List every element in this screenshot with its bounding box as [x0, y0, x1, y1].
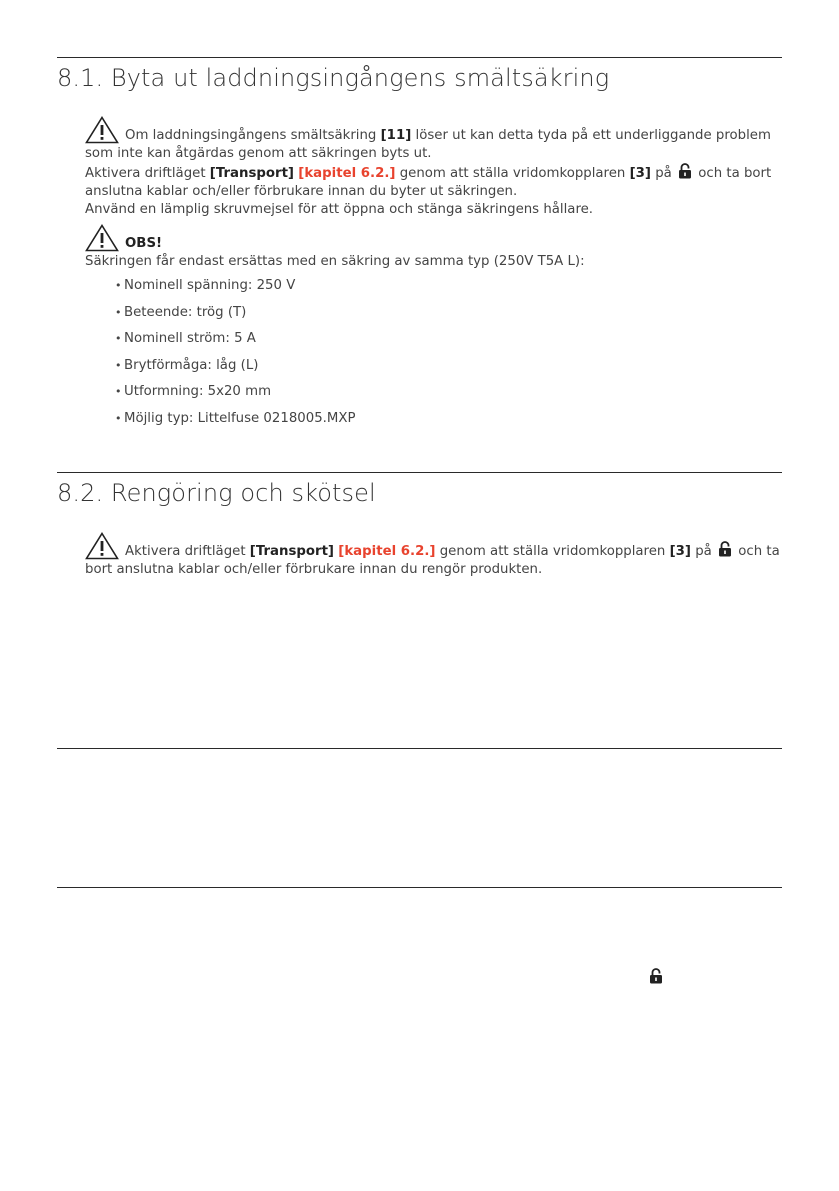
screwdriver-note: Använd en lämplig skruvmejsel för att öppna och stänga säkringens hållare. [85, 202, 594, 217]
transport-mode: [Transport] [209, 166, 295, 181]
mode-instruction: Aktivera driftläget [Transport] [kapitel 6.2.] genom att ställa vridomkopplaren [3] på och ta bort anslutna kablar och/eller förbrukare innan du byter ut säkringen. [85, 163, 781, 201]
section-divider [57, 57, 782, 58]
warning-fuse-block [85, 116, 781, 219]
obs-intro: Säkringen får endast ersättas med en säkring av samma typ (250V T5A L): [85, 254, 585, 269]
warning-paragraph: Aktivera driftläget [Transport] [kapitel 6.2.] genom att ställa vridomkopplaren [3] på och ta bort anslutna kablar och/eller förbrukare innan du rengör produkten. [85, 532, 781, 579]
section-divider [57, 887, 782, 888]
warning-triangle-icon [85, 224, 119, 252]
warning-cleaning-block [85, 532, 781, 579]
section-title-8-1: 8.1. Byta ut laddningsingångens smältsäkring [57, 64, 610, 92]
list-item: • Möjlig typ: Littelfuse 0218005.MXP [115, 410, 781, 437]
list-item: • Beteende: trög (T) [115, 304, 781, 331]
ref-11: [11] [380, 128, 412, 143]
warning-paragraph: Om laddningsingångens smältsäkring [11] löser ut kan detta tyda på ett underliggande problem som inte kan åtgärdas genom att säkringen byts ut. [85, 116, 781, 163]
chapter-link[interactable]: [kapitel 6.2.] [338, 544, 436, 559]
unlocked-padlock-icon [649, 968, 663, 984]
obs-block [85, 224, 781, 436]
fuse-spec-list [85, 277, 781, 436]
warning-triangle-icon [85, 532, 119, 560]
section-divider [57, 472, 782, 473]
ref-3: [3] [629, 166, 651, 181]
obs-label: OBS! [125, 236, 163, 251]
section-title-8-2: 8.2. Rengöring och skötsel [57, 479, 376, 507]
obs-heading [85, 224, 781, 253]
list-item: • Utformning: 5x20 mm [115, 383, 781, 410]
chapter-link[interactable]: [kapitel 6.2.] [298, 166, 396, 181]
list-item: • Nominell spänning: 250 V [115, 277, 781, 304]
transport-mode: [Transport] [249, 544, 335, 559]
warning-triangle-icon [85, 116, 119, 144]
unlocked-padlock-icon [678, 163, 692, 179]
unlocked-padlock-icon [718, 541, 732, 557]
ref-3: [3] [669, 544, 691, 559]
list-item: • Brytförmåga: låg (L) [115, 357, 781, 384]
list-item: • Nominell ström: 5 A [115, 330, 781, 357]
section-divider [57, 748, 782, 749]
